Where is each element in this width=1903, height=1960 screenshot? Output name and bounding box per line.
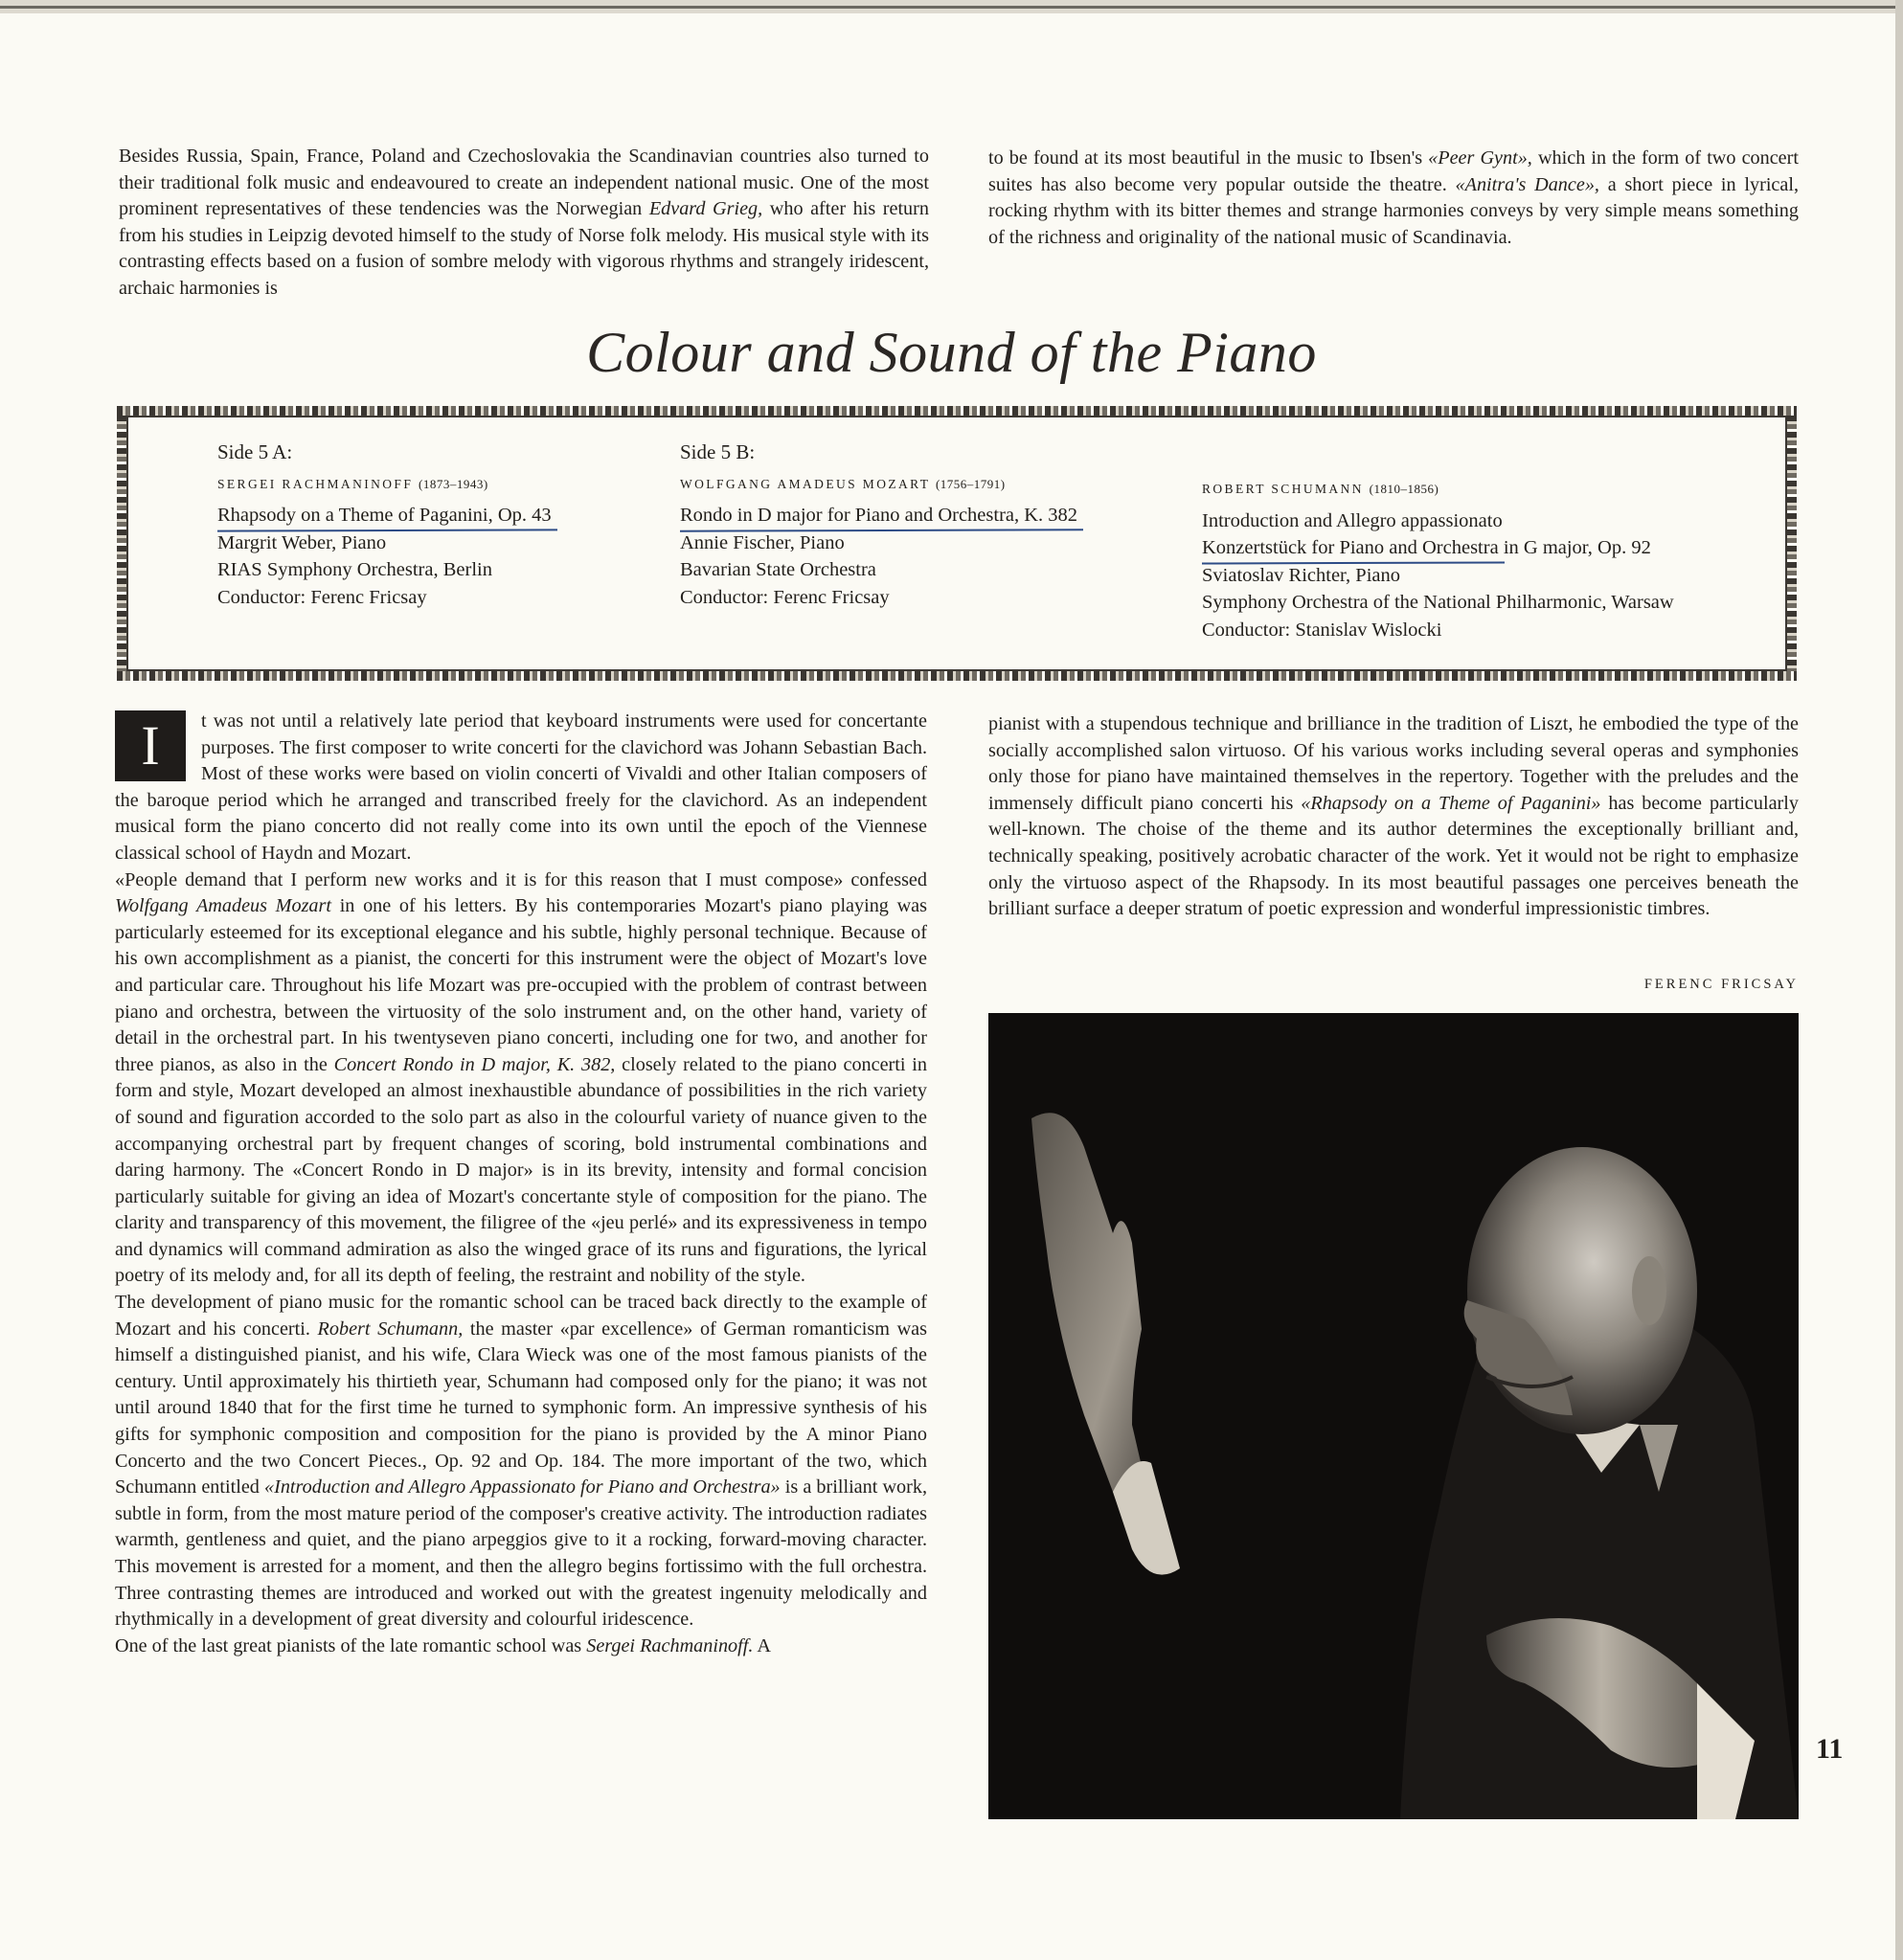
composer-name: ROBERT SCHUMANN (1810–1856) — [1202, 482, 1439, 496]
intro-right-column: to be found at its most beautiful in the music to Ibsen's «Peer Gynt», which in the form of two concert suites has also become very popular outside the theatre. «Anitra's Dance», a short piece in lyrical, rocking rhythm with its bitter themes and strange harmonies conveys by very simple means something of the richness and originality of the national music of Scandinavia. — [988, 147, 1800, 248]
body-right-column: pianist with a stupendous technique and brilliance in the tradition of Liszt, he embodied the type of the socially accomplished salon virtuoso. Of his various works including several operas and symphonies only those for piano have maintained themselves in the repertory. Together with the preludes and the immensely difficult piano concerti his «Rhapsody on a Theme of Paganini» has become particularly well-known. The choise of the theme and its author determines the exceptionally brilliant and, technically speaking, positively acrobatic character of the work. Yet it would not be right to emphasize only the virtuoso aspect of the Rhapsody. In its most beautiful passages one perceives beneath the brilliant surface a deeper stratum of poetic expression and wonderful impressionistic timbres. — [988, 713, 1799, 920]
drop-cap: I — [115, 710, 186, 781]
orchestra: Symphony Orchestra of the National Philharmonic, Warsaw — [1202, 592, 1674, 613]
work-subtitle: Introduction and Allegro appassionato — [1202, 509, 1503, 531]
page-edge — [1895, 0, 1903, 1960]
conductor-photo — [988, 1013, 1799, 1819]
composer-name: SERGEI RACHMANINOFF (1873–1943) — [217, 476, 488, 491]
performer: Sviatoslav Richter, Piano — [1202, 564, 1401, 586]
orchestra: Bavarian State Orchestra — [680, 559, 876, 580]
intro-left-column: Besides Russia, Spain, France, Poland and Czechoslovakia the Scandinavian countries also turned to their traditional folk music and endeavoured to create an independent national music. One of the most prominent representatives of these tendencies was the Norwegian Edvard Grieg, who after his return from his studies in Leipzig devoted himself to the study of Norse folk melody. His musical style with its contrasting effects based on a fusion of sombre melody with vigorous rhythms and strangely iridescent, archaic harmonies is — [119, 146, 929, 299]
body-paragraph: The development of piano music for the romantic school can be traced back directly to the example of Mozart and his concerti. Robert Schumann, the master «par excellence» of German romanticism was himself a distinguished pianist, and his wife, Clara Wieck was one of the most famous pianists of the century. Until approximately his thirtieth year, Schumann had composed only for the piano; it was not until around 1840 that for the first time he turned to symphonic form. An impressive synthesis of his gifts for symphonic composition and composition for the piano is provided by the A minor Piano Concerto and the two Concert Pieces., Op. 92 and Op. 184. The more important of the two, which Schumann entitled «Introduction and Allegro Appassionato for Piano and Orchestra» is a brilliant work, subtle in form, from the most mature period of the composer's creative activity. The introduction radiates warmth, gentleness and quiet, and the piano arpeggios give to it a rocking, forward-moving character. This movement is arrested for a moment, and then the allegro begins fortissimo with the full orchestra. Three contrasting themes are introduced and worked out with the greatest ingenuity melodically and rhythmically in a development of great diversity and colourful iridescence. — [115, 1292, 927, 1631]
conductor: Conductor: Ferenc Fricsay — [680, 586, 890, 608]
program-entry-1 — [217, 439, 552, 611]
body-paragraph: I t was not until a relatively late period that keyboard instruments were used for concertante purposes. The first composer to write concerti for the clavichord was Johann Sebastian Bach. Most of these works were based on violin concerti of Vivaldi and other Italian composers of the baroque period which he arranged and transcribed freely for the clavichord. As an independent musical form the piano concerto did not really come into its own until the epoch of the Viennese classical school of Haydn and Mozart. — [115, 710, 927, 864]
side-label: Side 5 A: — [217, 440, 293, 463]
conductor: Conductor: Ferenc Fricsay — [217, 586, 427, 608]
page-number: 11 — [1816, 1733, 1844, 1765]
conductor: Conductor: Stanislav Wislocki — [1202, 619, 1442, 641]
program-entry-2 — [680, 439, 1077, 611]
author-credit: FERENC FRICSAY — [1643, 977, 1799, 992]
section-title: Colour and Sound of the Piano — [586, 321, 1317, 384]
composer-name: WOLFGANG AMADEUS MOZART (1756–1791) — [680, 476, 1006, 491]
body-paragraph: One of the last great pianists of the late romantic school was Sergei Rachmaninoff. A — [115, 1634, 771, 1656]
work-title: Rhapsody on a Theme of Paganini, Op. 43 — [217, 502, 552, 529]
performer: Annie Fischer, Piano — [680, 531, 845, 553]
performer: Margrit Weber, Piano — [217, 531, 387, 553]
program-entry-3 — [1202, 476, 1674, 643]
body-paragraph: «People demand that I perform new works and it is for this reason that I must compose» confessed Wolfgang Amadeus Mozart in one of his letters. By his contemporaries Mozart's piano playing was particularly esteemed for its exceptional elegance and his subtle, highly personal technique. Because of his own accomplishment as a pianist, the concerti for this instrument were the object of Mozart's love and particular care. Throughout his life Mozart was pre-occupied with the problem of contrast between piano and orchestra, between the virtuosity of the solo instrument and, on the other hand, variety of detail in the orchestral part. In his twentyseven piano concerti, including one for two, and another for three pianos, as also in the Concert Rondo in D major, K. 382, closely related to the piano concerti in form and style, Mozart developed an almost inexhaustible abundance of possibilities in the rich variety of sound and figuration accorded to the solo part as also in the colourful variety of nuance given to the accompanying orchestral part by frequent changes of scoring, bold instrumental combinations and daring harmony. The «Concert Rondo in D major» is in its brevity, intensity and formal concision particularly suitable for giving an idea of Mozart's concertante style of composition for the piano. The clarity and transparency of this movement, the filigree of the «jeu perlé» and its expressiveness in tempo and dynamics will command admiration as also the winged grace of its runs and figurations, the lyrical poetry of its melody and, for all its depth of feeling, the restraint and nobility of the style. — [115, 868, 927, 1287]
side-label: Side 5 B: — [680, 440, 756, 463]
orchestra: RIAS Symphony Orchestra, Berlin — [217, 559, 492, 580]
work-title: Konzertstück for Piano and Orchestra in G major, Op. 92 — [1202, 534, 1674, 562]
work-title: Rondo in D major for Piano and Orchestra, K. 382 — [680, 502, 1077, 529]
conductor-portrait-graphic — [988, 1013, 1799, 1819]
top-edge — [0, 0, 1903, 13]
body-left-column — [115, 709, 927, 1659]
